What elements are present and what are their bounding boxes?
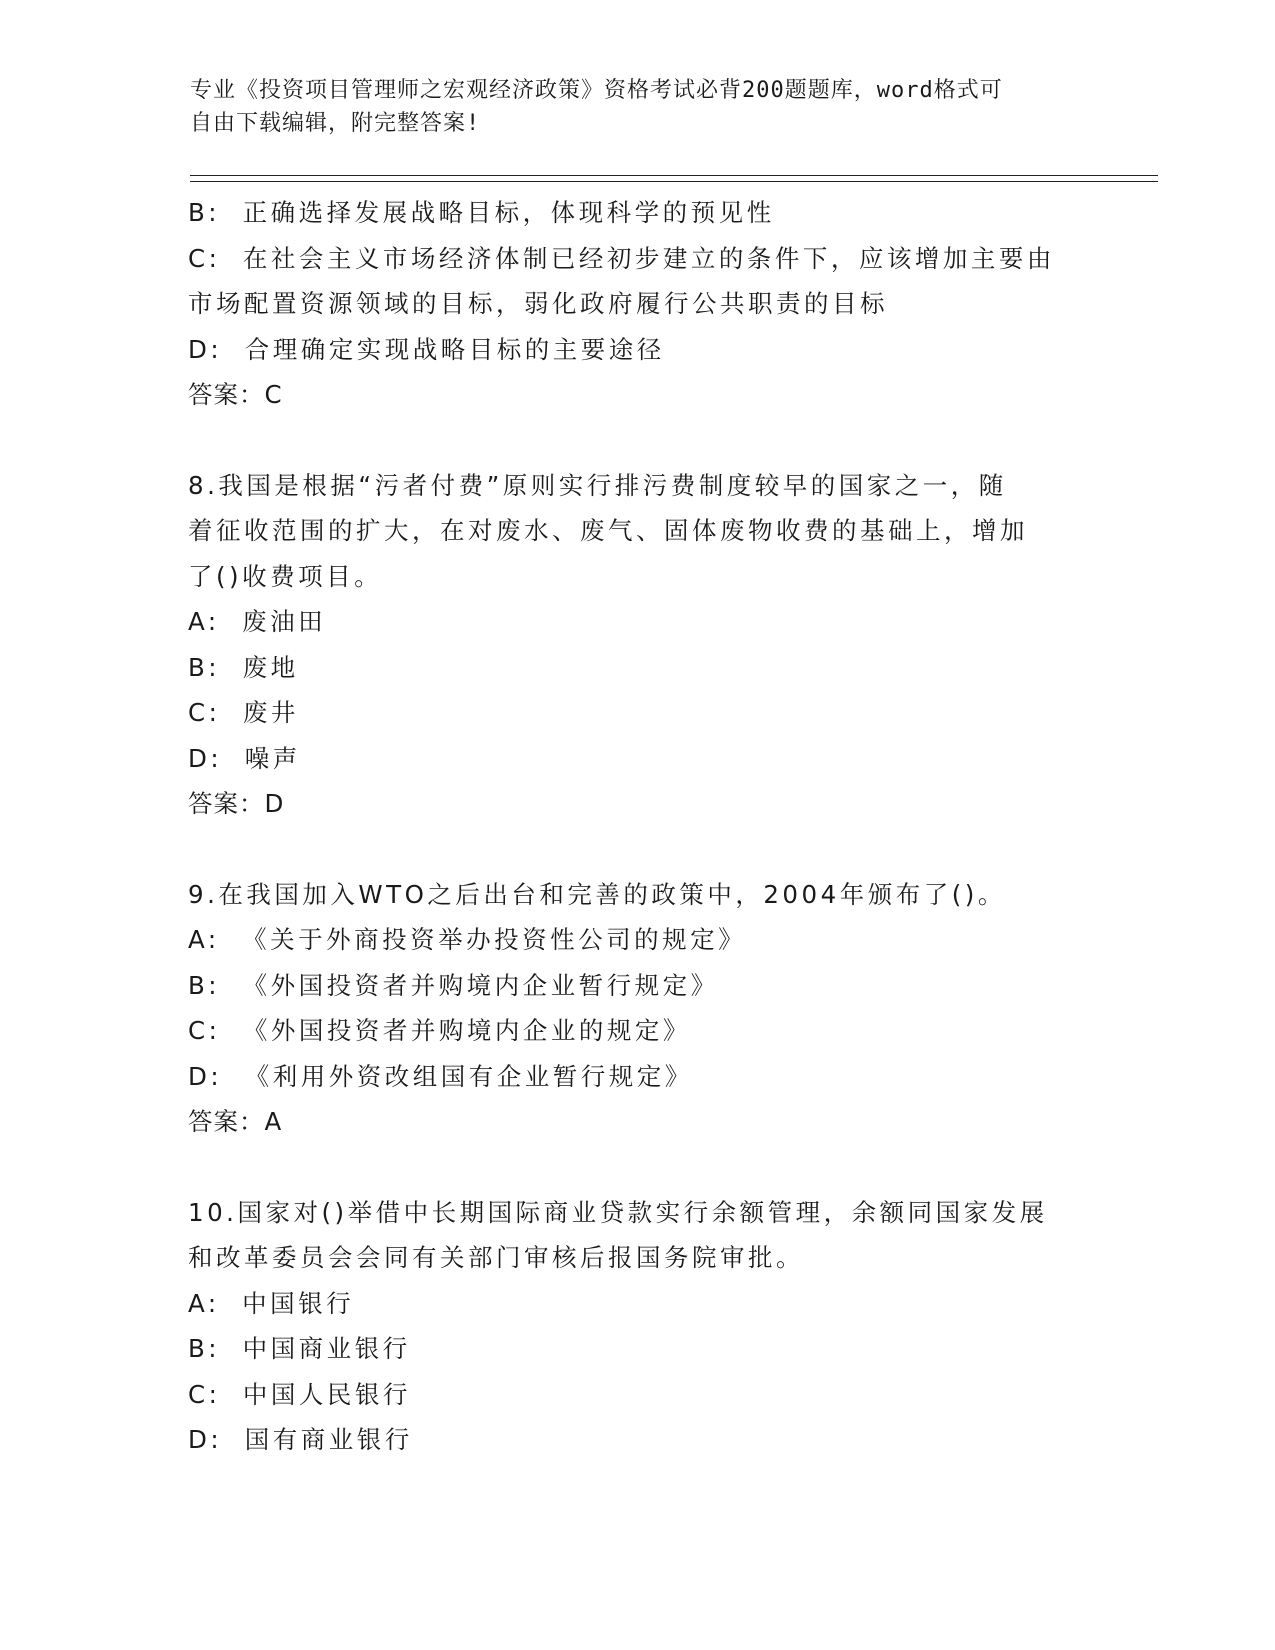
- header-title-line-1: 专业《投资项目管理师之宏观经济政策》资格考试必背200题题库，word格式可: [190, 78, 1003, 103]
- question-stem-continued: 着征收范围的扩大，在对废水、废气、固体废物收费的基础上，增加: [188, 516, 1028, 545]
- spacer: [188, 1145, 1088, 1190]
- option-d: D: 噪声: [188, 743, 301, 773]
- header-title-line-2: 自由下载编辑，附完整答案!: [190, 111, 481, 136]
- spacer: [188, 827, 1088, 872]
- answer: 答案：A: [188, 1107, 283, 1136]
- header-divider-top: [190, 175, 1158, 176]
- option-b: B: 《外国投资者并购境内企业暂行规定》: [188, 970, 719, 1000]
- option-c: C: 废井: [188, 698, 299, 727]
- option-d: D: 合理确定实现战略目标的主要途径: [188, 334, 665, 364]
- option-b: B: 中国商业银行: [188, 1334, 411, 1363]
- question-stem-continued: 和改革委员会会同有关部门审核后报国务院审批。: [188, 1243, 804, 1272]
- question-stem: 8.我国是根据“污者付费”原则实行排污费制度较早的国家之一，随: [188, 470, 1007, 500]
- spacer: [188, 418, 1088, 463]
- question-7-tail: [188, 190, 1088, 418]
- question-stem-continued: 了()收费项目。: [188, 561, 383, 591]
- question-9: [188, 872, 1088, 1145]
- option-a: A: 中国银行: [188, 1288, 355, 1318]
- header-divider-bottom: [190, 181, 1158, 182]
- option-a: A: 废油田: [188, 607, 327, 636]
- option-d: D: 国有商业银行: [188, 1425, 413, 1454]
- option-d: D: 《利用外资改组国有企业暂行规定》: [188, 1061, 693, 1091]
- question-stem: 10.国家对()举借中长期国际商业贷款实行余额管理，余额同国家发展: [188, 1197, 1048, 1227]
- option-c: C: 在社会主义市场经济体制已经初步建立的条件下，应该增加主要由: [188, 243, 1055, 273]
- option-a: A: 《关于外商投资举办投资性公司的规定》: [188, 925, 747, 954]
- page-header: [190, 74, 1090, 140]
- question-8: [188, 463, 1088, 827]
- question-content: [188, 190, 1088, 1463]
- option-b: B: 正确选择发展战略目标，体现科学的预见性: [188, 198, 775, 227]
- question-10: [188, 1190, 1088, 1463]
- question-stem: 9.在我国加入WTO之后出台和完善的政策中，2004年颁布了()。: [188, 879, 1006, 909]
- option-c-continued: 市场配置资源领域的目标，弱化政府履行公共职责的目标: [188, 289, 888, 318]
- option-c: C: 中国人民银行: [188, 1379, 411, 1409]
- answer: 答案：D: [188, 789, 285, 818]
- option-b: B: 废地: [188, 652, 299, 682]
- answer: 答案：C: [188, 380, 283, 409]
- option-c: C: 《外国投资者并购境内企业的规定》: [188, 1016, 691, 1045]
